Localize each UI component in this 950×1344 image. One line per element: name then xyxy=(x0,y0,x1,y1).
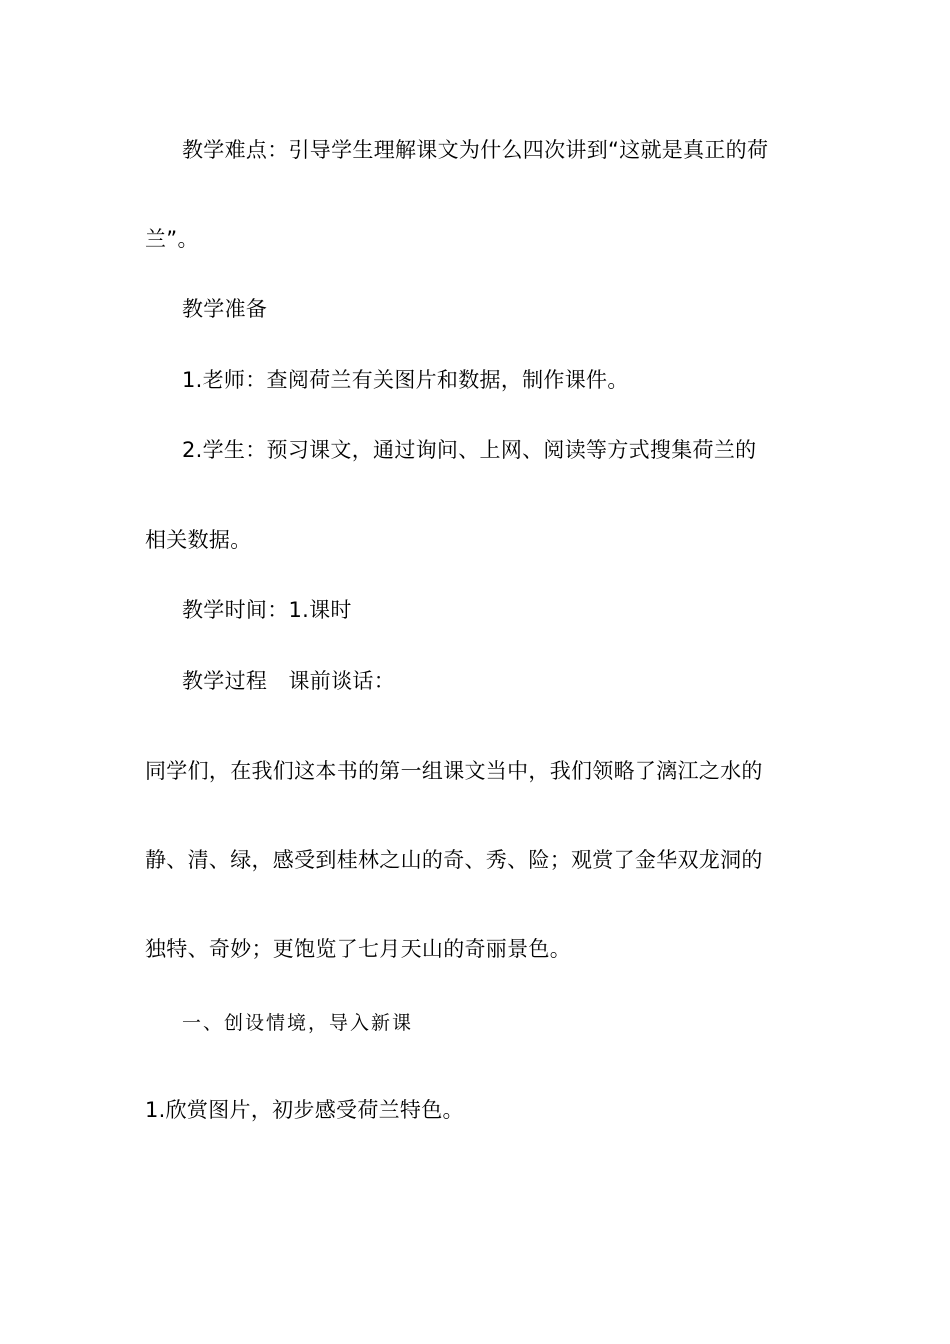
intro-paragraph-line-3: 独特、奇妙；更饱览了七月天山的奇丽景色。 xyxy=(145,937,571,961)
preparation-item-student-line-2: 相关数据。 xyxy=(145,528,252,552)
teaching-difficulty-line-1: 教学难点：引导学生理解课文为什么四次讲到“这就是真正的荷 xyxy=(182,138,769,162)
teaching-process-line: 教学过程 课前谈话： xyxy=(182,669,395,693)
intro-paragraph-line-2: 静、清、绿，感受到桂林之山的奇、秀、险；观赏了金华双龙洞的 xyxy=(145,848,763,872)
teaching-difficulty-line-2: 兰”。 xyxy=(145,227,199,251)
preparation-item-student-line-1: 2.学生：预习课文，通过询问、上网、阅读等方式搜集荷兰的 xyxy=(182,438,757,462)
step-one-line: 1.欣赏图片，初步感受荷兰特色。 xyxy=(145,1098,464,1122)
teaching-time-line: 教学时间：1.课时 xyxy=(182,598,352,622)
preparation-item-teacher: 1.老师：查阅荷兰有关图片和数据，制作课件。 xyxy=(182,368,629,392)
section-one-heading: 一、创设情境，导入新课 xyxy=(182,1012,414,1034)
teaching-preparation-heading: 教学准备 xyxy=(182,297,268,321)
intro-paragraph-line-1: 同学们，在我们这本书的第一组课文当中，我们领略了漓江之水的 xyxy=(145,759,763,783)
